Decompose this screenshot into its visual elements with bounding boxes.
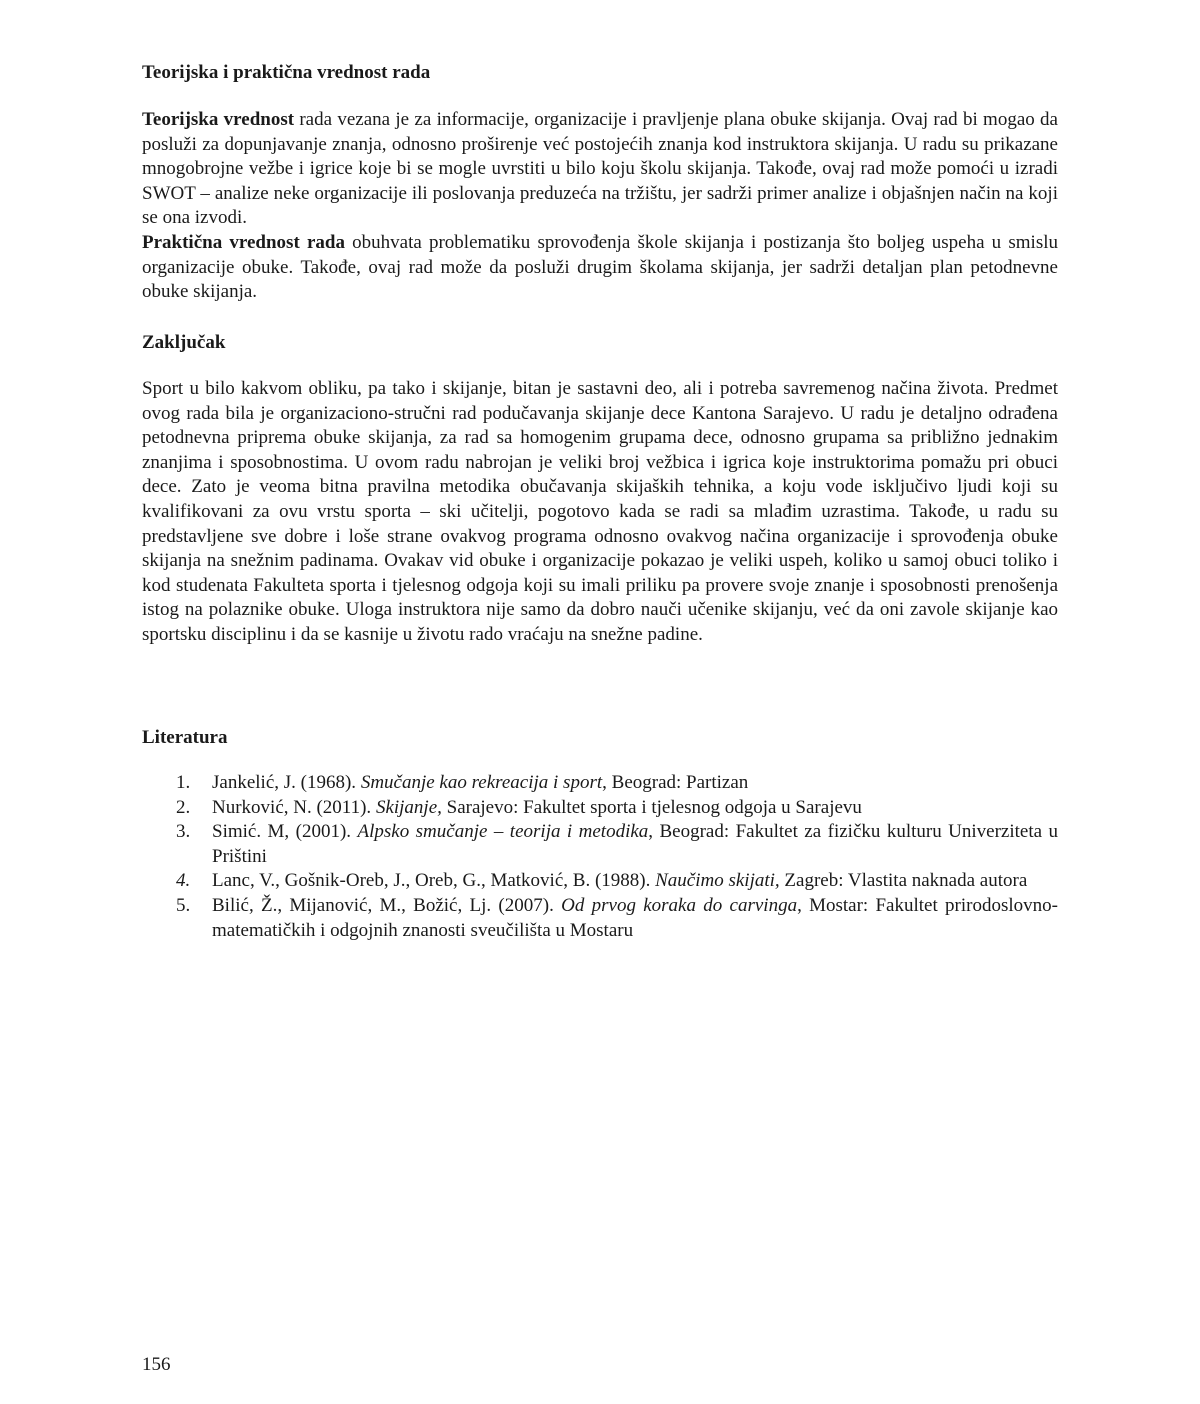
reference-item	[142, 796, 1058, 821]
reference-title: Skijanje,	[375, 796, 442, 818]
section-title-value: Teorijska i praktična vrednost rada	[142, 62, 431, 83]
paragraph-text: rada vezana je za informacije, organizacije i pravljenje plana obuke skijanja. Ovaj rad bi mogao da posluži za dopunjavanje znanja, odnosno proširenje već postojećih znanja kod instruktora skijanja. U radu su prikazane mnogobrojne vežbe i igrice koje bi se mogle uvrstiti u bilo koju školu skijanja. Takođe, ovaj rad može pomoći u izradi SWOT – analize neke organizacije ili poslovanja preduzeća na tržištu, jer sadrži primer analize i objašnjen način na koji se ona izvodi.	[142, 109, 1058, 229]
reference-authors: Bilić, Ž., Mijanović, M., Božić, Lj. (2007).	[212, 894, 562, 916]
reference-item	[142, 820, 1058, 869]
reference-publisher: , Mostar: Fakultet prirodoslovno-matematičkih i odgojnih znanosti sveučilišta u Mostaru	[212, 894, 1058, 941]
reference-title: Smučanje kao rekreacija i sport	[360, 772, 603, 793]
paragraph-theoretical-value	[142, 108, 1058, 231]
reference-title: Od prvog koraka do carvinga	[561, 894, 798, 916]
reference-number: 3.	[176, 821, 191, 843]
reference-authors: Nurković, N. (2011).	[212, 796, 376, 818]
reference-number: 1.	[176, 772, 191, 793]
paragraph-practical-value	[142, 231, 1058, 305]
reference-item	[142, 771, 1058, 796]
reference-publisher: , Beograd: Partizan	[602, 772, 749, 793]
reference-publisher: , Beograd: Fakultet za fizičku kulturu Univerziteta u Prištini	[212, 821, 1059, 867]
reference-publisher: Sarajevo: Fakultet sporta i tjelesnog odgoja u Sarajevu	[441, 796, 862, 818]
reference-authors: Jankelić, J. (1968).	[212, 772, 361, 793]
bold-lead-theoretical: Teorijska vrednost	[142, 109, 295, 130]
reference-authors: Simić. M, (2001).	[212, 821, 358, 843]
page-number: 156	[142, 1354, 171, 1375]
reference-title: Alpsko smučanje – teorija i metodika	[357, 821, 649, 843]
reference-authors: Lanc, V., Gošnik-Oreb, J., Oreb, G., Matković, B. (1988).	[212, 870, 656, 892]
reference-item	[142, 869, 1058, 894]
reference-number: 4.	[176, 870, 191, 892]
reference-publisher: Zagreb: Vlastita naknada autora	[779, 870, 1028, 892]
paragraph-text: obuhvata problematiku sprovođenja škole skijanja i postizanja što boljeg uspeha u smislu organizacije obuke. Takođe, ovaj rad može da posluži drugim školama skijanja, jer sadrži detaljan plan petodnevne obuke skijanja.	[142, 232, 1058, 303]
reference-number: 5.	[176, 894, 191, 916]
reference-title: Naučimo skijati,	[655, 870, 780, 892]
section-title-literature: Literatura	[142, 727, 228, 748]
section-title-conclusion: Zaključak	[142, 332, 226, 353]
reference-item	[142, 894, 1058, 943]
reference-number: 2.	[176, 796, 191, 818]
bold-lead-practical: Praktična vrednost rada	[142, 232, 345, 253]
reference-list	[142, 771, 1058, 943]
paragraph-conclusion: Sport u bilo kakvom obliku, pa tako i skijanje, bitan je sastavni deo, ali i potreba savremenog načina života. Predmet ovog rada bila je organizaciono-stručni rad podučavanja skijanje dece Kantona Sarajevo. U radu je detaljno odrađena petodnevna priprema obuke skijanja, za rad sa homogenim grupama dece, odnosno grupama sa približno jednakim znanjima i sposobnostima. U ovom radu nabrojan je veliki broj vežbica i igrica koje instruktorima pomažu pri obuci dece. Zato je veoma bitna pravilna metodika obučavanja skijaških tehnika, a koju vode isključivo ljudi koji su kvalifikovani za ovu vrstu sporta – ski učitelji, pogotovo kada se radi sa mlađim uzrastima. Takođe, u radu su predstavljene sve dobre i loše strane ovakvog programa odnosno ovakvog načina organizacije i sprovođenja obuke skijanja na snežnim padinama. Ovakav vid obuke i organizacije pokazao je veliki uspeh, koliko u samoj obuci toliko i kod studenata Fakulteta sporta i tjelesnog odgoja koji su imali priliku pa provere svoje znanje i sposobnosti prenošenja istog na polaznike obuke. Uloga instruktora nije samo da dobro nauči učenike skijanju, već da oni zavole skijanje kao sportsku disciplinu i da se kasnije u životu rado vraćaju na snežne padine.	[142, 378, 1058, 645]
